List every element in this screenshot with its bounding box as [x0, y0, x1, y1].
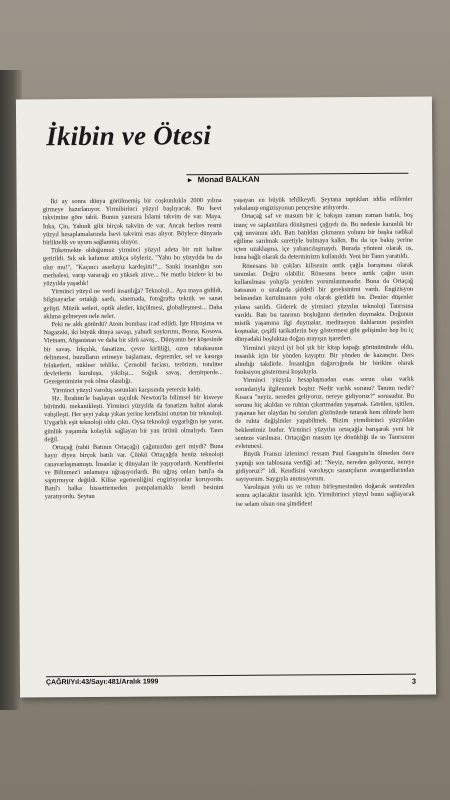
column-right: [234, 196, 416, 667]
paragraph: Büyük Fransız izlenimci ressam Paul Gauguin'in ölmeden önce yaptığı son tablosuna verdiği ad: "Neyiz, nereden geliyoruz, nereye gidiyoruz?" idi. Kendisini varoluşçu sanatçıların avangardlarından sayıyorum. Saygıyla anımsıyorum.: [235, 449, 415, 483]
article-body: [43, 196, 416, 669]
paragraph: Ortaçağ (tabii Batının Ortaçağı) çağımızdan geri miydi? Buna hayır diyen birçok batılı var. Çünkü Ortaçağda henüz teknoloji canavarlaşmamıştı. İnsanlar iç dünyaları ile yaşıyorlardı. Kendilerini ve Bilinmez'i anlamaya uğraşıyorlardı. Bu uğraş onları batıl'a da saptırmıyor değildi. Kilise egemenliğini engizisyonlar koruyordu. Batıl'ı halka hissettirmeden pompalamakla kendi besinini yaratıyordu. Şeytan: [44, 443, 224, 501]
magazine-page: [16, 97, 436, 698]
issue-info: ÇAĞRI/Yıl:43/Sayı:481/Aralık 1999: [45, 678, 159, 687]
paragraph: yaşayan en büyük tehlikeydi. Şeytana taptıkları iddia edilenler yakalanıp engizisyonun pençesine atılıyordu.: [233, 195, 413, 213]
paragraph: Yirminci yüzyıl iyi bol şık bir kitap kapağı görünümünde oldu, insanlık için bir yönden kayıptır. Bir yönden de kazançtır. Ders alındığı takdirde. İnsanlığın dağarcığında bir birikim olarak fonksiyon göstermesi koşuluyla.: [234, 343, 414, 377]
paragraph: Yirminci yüzyıl ne verdi insanlığa? Teknoloji... Aya maya gidildi, bilgisayarlar ortalığı sardı, sinemada, fotoğrafta teknik ve sanat gelişti. Müzik setleri, optik aletler, küçülmesi, globalleşmesi... Daha aklıma gelmeyen nele neler.: [43, 287, 223, 321]
paragraph: Rönesans bir çokları kilisenin antik çağla barışması olarak tanımlar. Doğru olabilir. Rönesans bence antik çağın usun kullanılması yoluyla yeniden yorumlanmasıdır. Buna da Ortaçağ batısının o sıralarda şiddetli bir gereksinimi vardı. Engizisyon belasından kurtulmanın yolu olarak görüldü bu. Denize düşenler yılana sarıldı. Giderek de yirminci yüzyılın teknoloji Tanrısına varıldı. Batı bu tanrının boşluğunu derinden duymakta. Doğunun mistik yaşamına ilgi duymalar, meditasyon ilahlarının peşinden koşmalar, çeşitli tarikatlerin boy göstermesi gibi gelişimler hep bu iç dünyadaki boşluktan doğan arayışın işaretleri.: [234, 261, 414, 344]
author-byline: [186, 175, 259, 185]
paragraph: Ortaçağ saf ve masum bir iç bakışın zaman zaman batıla, boş inanç ve saplantılara dönüşmesi çağıydı da. Bu nedenle karanlık bir çağ unvanını aldı. Batı batıldan çıkmanın yolunu bir başka radikal eğilime sarılmak suretiyle bulmaya kalktı. Bu da içe bakış yerine içten uzaklaşma, içe yabancılaşmaydı. Burada yönteni olarak us, buna bağlı olarak da determinizm kullanıldı. Yeni bir Tanrı yaratıldı.: [233, 212, 413, 262]
arrow-icon: ►: [186, 177, 194, 185]
paragraph: Peki ne aldı götürdü? Atom bombası icad edildi. İşte Hiroşima ve Nagazaki, iki büyük dünya savaşı, yahudi soykırımı, Bosna, Kosova, Vietnam, Afganistan ve daha bir sürü savaş... Dünyanın her köşesinde bir savaş. Irkçılık, fanatizm, çevre kirliliği, ozon tabakasının delinmesi, buzulların erimeye başlaması, depremler, sel ve kasırga felaketleri, nükleer tehlike, Çernobil faciası, terörizm, totaliter devletlerin kuruluşu, yıkılışı... Soğuk savaş, demirperde... Gezegenimizin yok olma olasılığı.: [43, 320, 223, 386]
paragraph: Tüketmekte olduğumuz yirminci yüzyıl adeta bir mit haline getirildi. Sık sık kafamız attıkça söyleriz, "Yahu bu yüzyılda bu da olur mu!", "Kaçıncı asırdayız kardeşim!"... Sanki insanlığın son merhalesi, varıp varacağı en yüksek zirve... Ne mutlu bizlere ki bu yüzyılda yaşadık!: [43, 246, 223, 288]
footer-rule: [46, 674, 416, 678]
paragraph: İki ay sonra dünya görülmemiş bir coşkunlukla 2000 yılına girmeye hazırlanıyor. Yirmibirinci yüzyıl başlıyacak. Bu İsevi takvimine göre tabii. Bunun yanısıra İslami takvim de var. Maya, İnka, Çin, Yahudi gibi birçok takvim de var. Ancak herkes resmi yüzyıl hesaplamalarında İsevi takvimi esas alıyor. Böylece dünyada birliktelik ve uyum sağlanmış oluyor.: [42, 197, 222, 247]
page-number: 3: [411, 676, 417, 686]
column-left: [43, 197, 225, 668]
paragraph: Varoluşun yolu us ve ruhun birleşmesinden doğacak sentezden sonra açılacaktır insanlık için. Yirmibirinci yüzyıl bunu sağlayacak ise selam olsun ona şimdiden!: [235, 482, 415, 508]
paragraph: Yirminci yüzyıla hesaplaşmadan esas sorun olan varlık sorunlarıyla ilgilenmek boştur. Nedir varlık sorunu? Tanımı nedir? Kısaca "neyiz, nereden geliyoruz, nereye gidiyoruz?" sorusudur. Bu sorunu hiç akıldan ve ruhtan çıkartmadan yaşamak. Görülen, işitilen, yaşanan her olaydan bu soruları gözönünde tutarak hem zihinde hem de ruhta değişimler yapabilmek. Bizim yirmibirinci yüzyıldan beklentimiz budur. Yirminci yüzyılın ortaçağla barışarak yeni bir senteze varılması. Ortaçağın masum içe dönükliği ile us Tanrısının evlenmesi.: [234, 376, 415, 451]
paragraph: Yirminci yüzyıl varoluş sorunları karşısında yetersiz kaldı.: [51, 385, 202, 394]
paragraph: Hz. İbrahim'le başlayan uşçuluk Newton'la bilimsel bir kisveye büründü. mekanikleşti. Yirminci yüzyılda da fanatizm halini alarak vahşileşti. Her şeyi yakıp yıkan yerine kendisini oturtan bir teknoloji. Uygarlık eşit teknoloji oldu çıktı. Oysa teknoloji uygarlığın işe yarar, günlük yaşamda kolaylık sağlayan bir yan ürünü olmalıydı. Tanrı değil.: [44, 393, 224, 444]
author-name: Monad BALKAN: [197, 174, 260, 185]
article-title: İkibin ve Ötesi: [46, 120, 212, 152]
